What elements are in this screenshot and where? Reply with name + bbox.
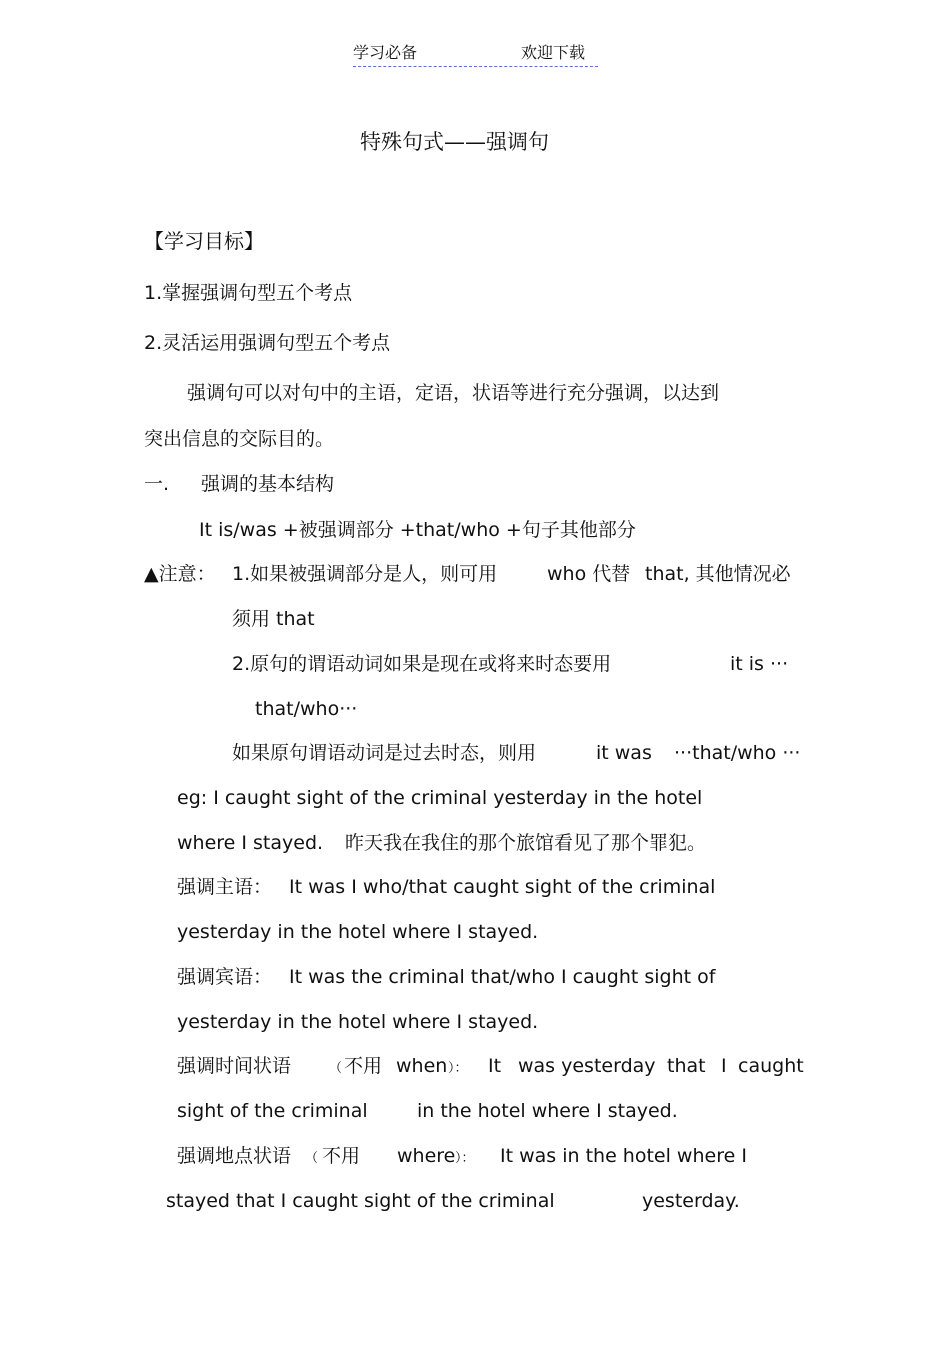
header-right: 欢迎下载 [521,43,586,62]
example-translation: 昨天我在我住的那个旅馆看见了那个罪犯。 [345,832,707,854]
objective-item: 2.灵活运用强调句型五个考点 [144,332,391,354]
emphasis-place-sentence: stayed that I caught sight of the criminal [166,1190,555,1212]
note-point-1: 1.如果被强调部分是人，则可用 [232,563,498,585]
emphasis-object-label: 强调宾语： [177,966,273,988]
emphasis-object-sentence: yesterday in the hotel where I stayed. [177,1011,539,1033]
section-title: 强调的基本结构 [201,473,335,495]
intro-line-1: 强调句可以对句中的主语，定语，状语等进行充分强调，以达到 [187,382,720,404]
emphasis-place-note: 不用 [322,1145,361,1167]
emphasis-place-label: 强调地点状语 [177,1145,292,1167]
note-point-1: who 代替 [547,563,631,585]
paren-close: ）： [448,1061,468,1076]
note-point-2-cont: that/who··· [255,698,358,720]
header-left: 学习必备 [353,43,418,62]
example-sentence: where I stayed. [177,832,324,854]
emphasis-place-sentence: It was in the hotel where I [500,1145,747,1167]
emphasis-time-sentence: that [667,1055,706,1077]
note-point-1-cont: 须用 that [232,608,315,630]
emphasis-time-note: when [396,1055,448,1077]
note-point-3: ···that/who ··· [674,742,801,764]
note-point-3: 如果原句谓语动词是过去时态，则用 [232,742,537,764]
emphasis-time-sentence: sight of the criminal [177,1100,368,1122]
structure-formula: It is/was +被强调部分 +that/who +句子其他部分 [199,519,636,541]
objective-item: 1.掌握强调句型五个考点 [144,282,353,304]
emphasis-subject-label: 强调主语： [177,876,273,898]
example-sentence: eg: I caught sight of the criminal yesterday in the hotel [177,787,703,809]
page-title: 特殊句式——强调句 [360,130,549,154]
emphasis-time-sentence: in the hotel where I stayed. [417,1100,678,1122]
emphasis-place-sentence: yesterday. [642,1190,740,1212]
emphasis-time-sentence: caught [738,1055,804,1077]
page-header [353,42,598,67]
note-point-3: it was [596,742,652,764]
emphasis-subject-sentence: It was I who/that caught sight of the criminal [289,876,716,898]
emphasis-time-sentence: was yesterday [518,1055,656,1077]
paren-open: （ [305,1151,319,1166]
note-label: ▲注意： [144,563,216,585]
section-number: 一. [144,473,170,495]
paren-open: （ [329,1061,343,1076]
note-point-1: that, 其他情况必 [645,563,791,585]
emphasis-object-sentence: It was the criminal that/who I caught sight of [289,966,716,988]
emphasis-time-sentence: It [488,1055,502,1077]
emphasis-place-note: where [397,1145,456,1167]
emphasis-time-label: 强调时间状语 [177,1055,292,1077]
note-point-2: 2.原句的谓语动词如果是现在或将来时态要用 [232,653,612,675]
objectives-heading: 【学习目标】 [144,229,264,253]
emphasis-time-sentence: I [721,1055,727,1077]
emphasis-subject-sentence: yesterday in the hotel where I stayed. [177,921,539,943]
paren-close: ）： [455,1151,475,1166]
emphasis-time-note: 不用 [344,1055,383,1077]
intro-line-2: 突出信息的交际目的。 [144,428,335,450]
note-point-2: it is ··· [730,653,789,675]
